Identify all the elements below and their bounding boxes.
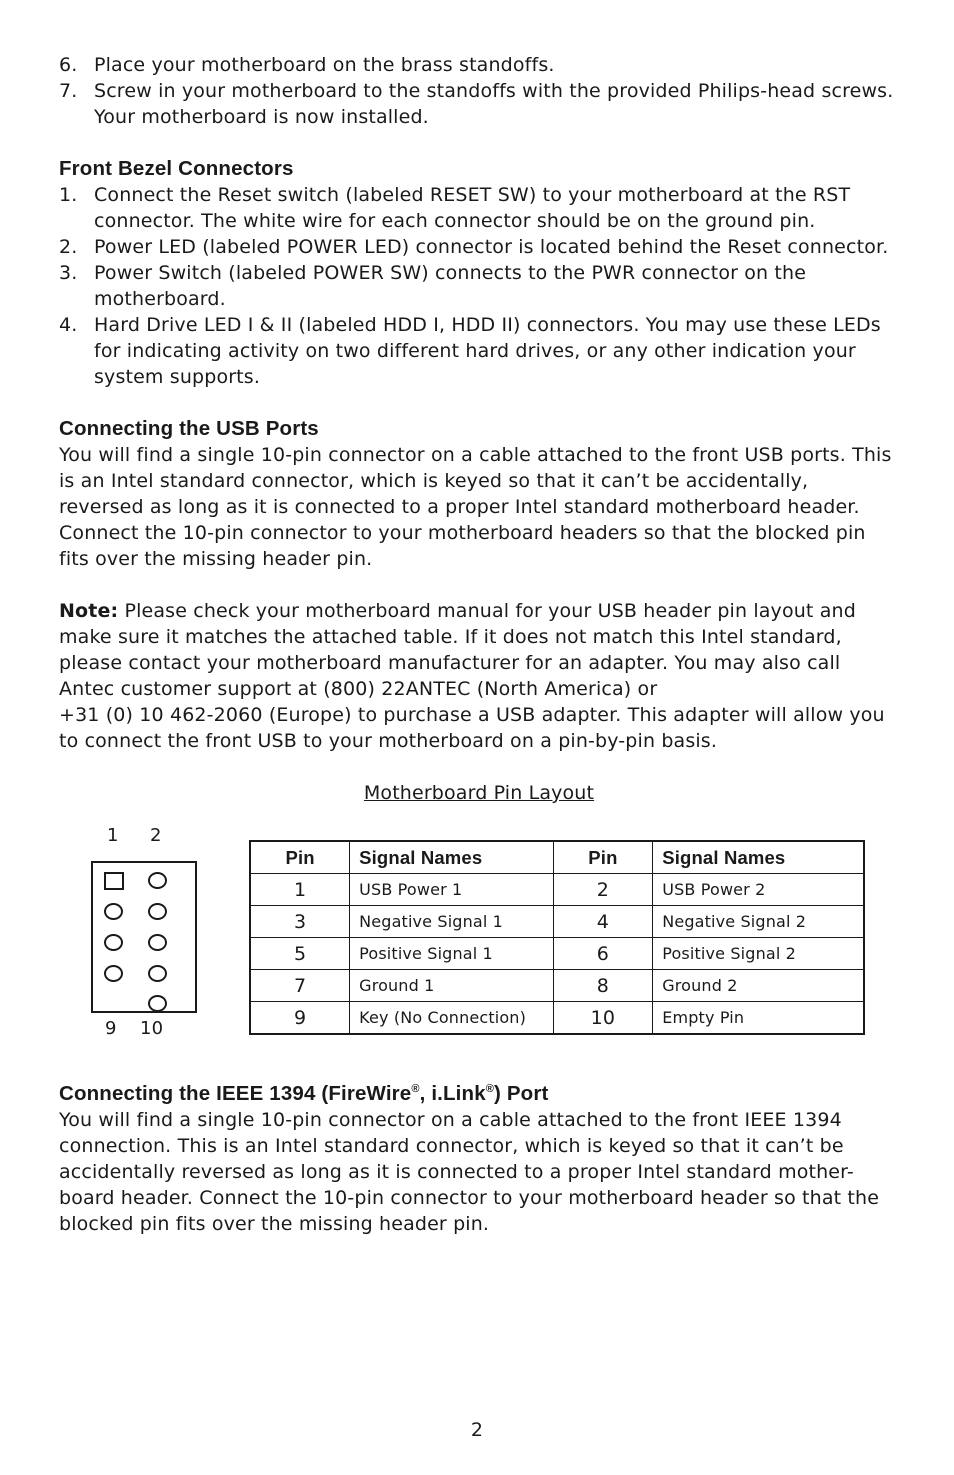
pin-circle (148, 903, 167, 920)
front-bezel-steps-list (59, 182, 899, 390)
install-steps-list (59, 52, 899, 130)
pin-cell: 1 (250, 874, 350, 906)
pin-cell: 5 (250, 938, 350, 970)
pin-cell: 8 (553, 970, 653, 1002)
pin-cell: 4 (553, 906, 653, 938)
step-text: Connect the Reset switch (labeled RESET SW) to your motherboard at the RST connector. The white wire for each connector should be on the ground pin. (94, 184, 851, 232)
list-item (59, 182, 899, 234)
note-label: Note: (59, 600, 119, 622)
heading-part: ) Port (494, 1081, 549, 1105)
pin-circle (148, 872, 167, 889)
blocked-pin-square (104, 872, 124, 890)
column-header: Signal Names (350, 841, 553, 874)
signal-cell: Negative Signal 1 (350, 906, 553, 938)
step-number: 2. (59, 236, 78, 258)
step-text: Place your motherboard on the brass standoffs. (94, 54, 555, 76)
table-header-row (250, 841, 864, 874)
front-bezel-heading: Front Bezel Connectors (59, 157, 294, 180)
pin-circle (104, 965, 123, 982)
heading-part: , i.Link (419, 1081, 486, 1105)
step-number: 4. (59, 314, 78, 336)
step-text: Power LED (labeled POWER LED) connector is located behind the Reset connector. (94, 236, 889, 258)
pin-cell: 3 (250, 906, 350, 938)
signal-cell: Positive Signal 2 (653, 938, 864, 970)
list-item (59, 260, 899, 312)
pin-cell: 10 (553, 1002, 653, 1035)
signal-cell: USB Power 1 (350, 874, 553, 906)
pin-signal-table (249, 840, 865, 1035)
signal-cell: Empty Pin (653, 1002, 864, 1035)
step-number: 6. (59, 54, 78, 76)
registered-mark: ® (411, 1083, 420, 1095)
pin-label-1: 1 (107, 825, 119, 846)
table-row (250, 938, 864, 970)
step-number: 3. (59, 262, 78, 284)
step-text: Hard Drive LED I & II (labeled HDD I, HDD II) connectors. You may use these LEDs for indicating activity on two different hard drives, or any other indication your system supports. (94, 314, 881, 388)
manual-page (59, 52, 899, 1237)
step-number: 7. (59, 80, 78, 102)
step-number: 1. (59, 184, 78, 206)
pin-circle (148, 934, 167, 951)
pin-circle (148, 995, 167, 1012)
pin-layout-section (59, 806, 899, 1076)
pin-cell: 7 (250, 970, 350, 1002)
column-header: Pin (250, 841, 350, 874)
ieee-heading (59, 1076, 899, 1107)
pin-cell: 9 (250, 1002, 350, 1035)
registered-mark: ® (485, 1083, 495, 1095)
usb-note (59, 598, 899, 702)
ieee-paragraph: You will find a single 10-pin connector on a cable attached to the front IEEE 1394 connection. This is an Intel standard connector, which is keyed so that it can’t be accidentally reversed as long as it is connected to a proper Intel standard mother-board header. Connect the 10-pin connector to your motherboard header so that the blocked pin fits over the missing header pin. (59, 1108, 880, 1235)
table-row (250, 906, 864, 938)
table-row (250, 874, 864, 906)
signal-cell: Positive Signal 1 (350, 938, 553, 970)
pin-circle (104, 903, 123, 920)
table-row (250, 1002, 864, 1035)
pin-label-9: 9 (105, 1018, 117, 1039)
step-text: Power Switch (labeled POWER SW) connects to the PWR connector on the motherboard. (94, 262, 807, 310)
note-text: Please check your motherboard manual for your USB header pin layout and make sure it matches the attached table. If it does not match this Intel standard, please contact your motherboard manufacturer for an adapter. You may also call Antec customer support at (800) 22ANTEC (North America) or (59, 600, 856, 700)
pin-label-2: 2 (150, 825, 162, 846)
usb-heading: Connecting the USB Ports (59, 417, 319, 440)
signal-cell: Key (No Connection) (350, 1002, 553, 1035)
usb-note-continued: +31 (0) 10 462-2060 (Europe) to purchase a USB adapter. This adapter will allow you to connect the front USB to your motherboard on a pin-by-pin basis. (59, 704, 885, 752)
list-item (59, 52, 899, 78)
pin-circle (148, 965, 167, 982)
heading-part: Connecting the IEEE 1394 (FireWire (59, 1081, 412, 1105)
table-row (250, 970, 864, 1002)
column-header: Signal Names (653, 841, 864, 874)
list-item (59, 234, 899, 260)
pin-layout-caption: Motherboard Pin Layout (363, 782, 595, 804)
column-header: Pin (553, 841, 653, 874)
pin-cell: 2 (553, 874, 653, 906)
page-number: 2 (470, 1419, 484, 1441)
list-item (59, 312, 899, 390)
pin-cell: 6 (553, 938, 653, 970)
signal-cell: Ground 1 (350, 970, 553, 1002)
pin-circle (104, 934, 123, 951)
list-item (59, 78, 899, 130)
pin-label-10: 10 (140, 1018, 164, 1039)
usb-paragraph: You will find a single 10-pin connector on a cable attached to the front USB ports. This is an Intel standard connector, which is keyed so that it can’t be accidentally, reversed as long as it is connected to a proper Intel standard motherboard header. Connect the 10-pin connector to your motherboard headers so that the blocked pin fits over the missing header pin. (59, 444, 892, 570)
signal-cell: Ground 2 (653, 970, 864, 1002)
signal-cell: USB Power 2 (653, 874, 864, 906)
usb-header-diagram (89, 825, 234, 1040)
signal-cell: Negative Signal 2 (653, 906, 864, 938)
step-text: Screw in your motherboard to the standoffs with the provided Philips-head screws. Your motherboard is now installed. (94, 80, 894, 128)
